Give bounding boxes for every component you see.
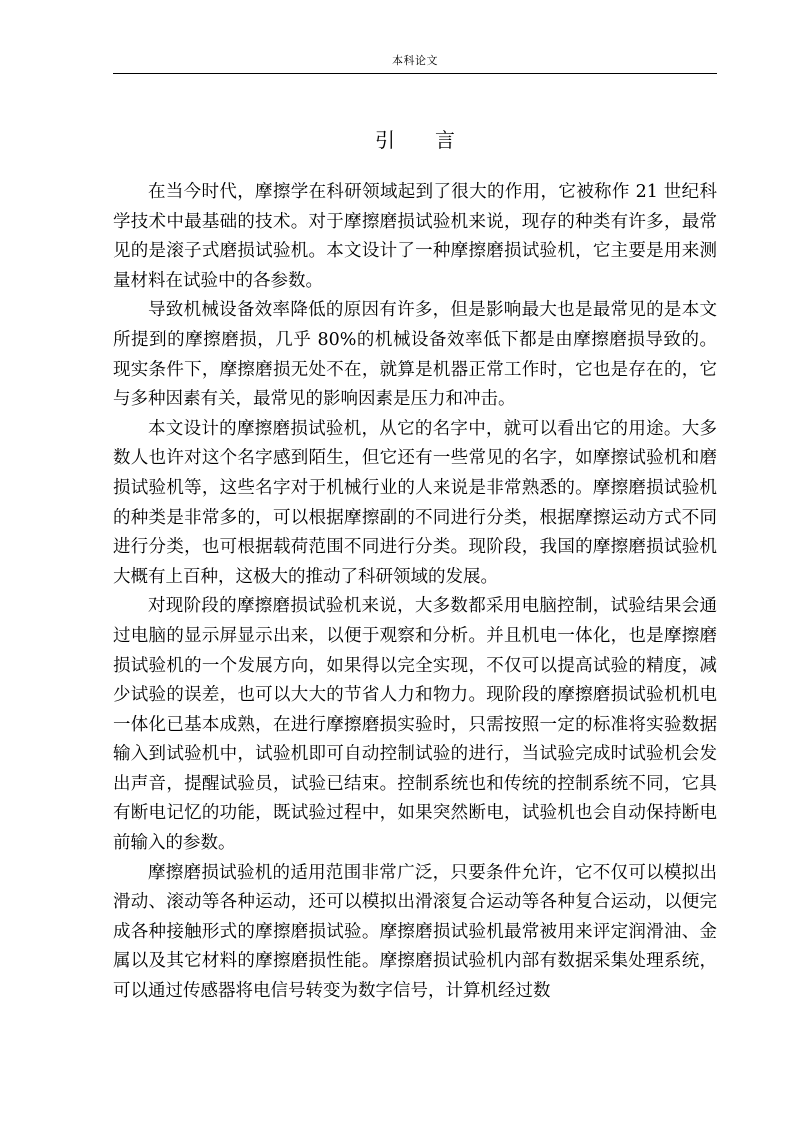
paragraph: 本文设计的摩擦磨损试验机，从它的名字中，就可以看出它的用途。大多数人也许对这个名字感到陌生，但它还有一些常见的名字，如摩擦试验机和磨损试验机等，这些名字对于机械行业的人来说是非常熟悉的。摩擦磨损试验机的种类是非常多的，可以根据摩擦副的不同进行分类，根据摩擦运动方式不同进行分类，也可根据载荷范围不同进行分类。现阶段，我国的摩擦磨损试验机大概有上百种，这极大的推动了科研领域的发展。 bbox=[113, 418, 717, 587]
paragraph: 摩擦磨损试验机的适用范围非常广泛，只要条件允许，它不仅可以模拟出滑动、滚动等各种运动，还可以模拟出滑滚复合运动等各种复合运动，以便完成各种接触形式的摩擦磨损试验。摩擦磨损试验机最常被用来评定润滑油、金属以及其它材料的摩擦磨损性能。摩擦磨损试验机内部有数据采集处理系统，可以通过传感器将电信号转变为数字信号，计算机经过数 bbox=[113, 862, 717, 1002]
body-text bbox=[113, 178, 717, 1007]
header-rule bbox=[113, 73, 717, 74]
section-title: 引言 bbox=[375, 128, 495, 152]
paragraph: 在当今时代，摩擦学在科研领域起到了很大的作用，它被称作 21 世纪科学技术中最基础的技术。对于摩擦磨损试验机来说，现存的种类有许多，最常见的是滚子式磨损试验机。本文设计了一种摩擦磨损试验机，它主要是用来测量材料在试验中的各参数。 bbox=[113, 182, 717, 291]
running-header: 本科论文 bbox=[392, 54, 438, 67]
paragraph: 导致机械设备效率降低的原因有许多，但是影响最大也是最常见的是本文所提到的摩擦磨损，几乎 80%的机械设备效率低下都是由摩擦磨损导致的。现实条件下，摩擦磨损无处不在，就算是机器正常工作时，它也是存在的，它与多种因素有关，最常见的影响因素是压力和冲击。 bbox=[113, 300, 717, 410]
paragraph: 对现阶段的摩擦磨损试验机来说，大多数都采用电脑控制，试验结果会通过电脑的显示屏显示出来，以便于观察和分析。并且机电一体化，也是摩擦磨损试验机的一个发展方向，如果得以完全实现，不仅可以提高试验的精度，减少试验的误差，也可以大大的节省人力和物力。现阶段的摩擦磨损试验机机电一体化已基本成熟，在进行摩擦磨损实验时，只需按照一定的标准将实验数据输入到试验机中，试验机即可自动控制试验的进行，当试验完成时试验机会发出声音，提醒试验员，试验已结束。控制系统也和传统的控制系统不同，它具有断电记忆的功能，既试验过程中，如果突然断电，试验机也会自动保持断电前输入的参数。 bbox=[113, 596, 717, 854]
